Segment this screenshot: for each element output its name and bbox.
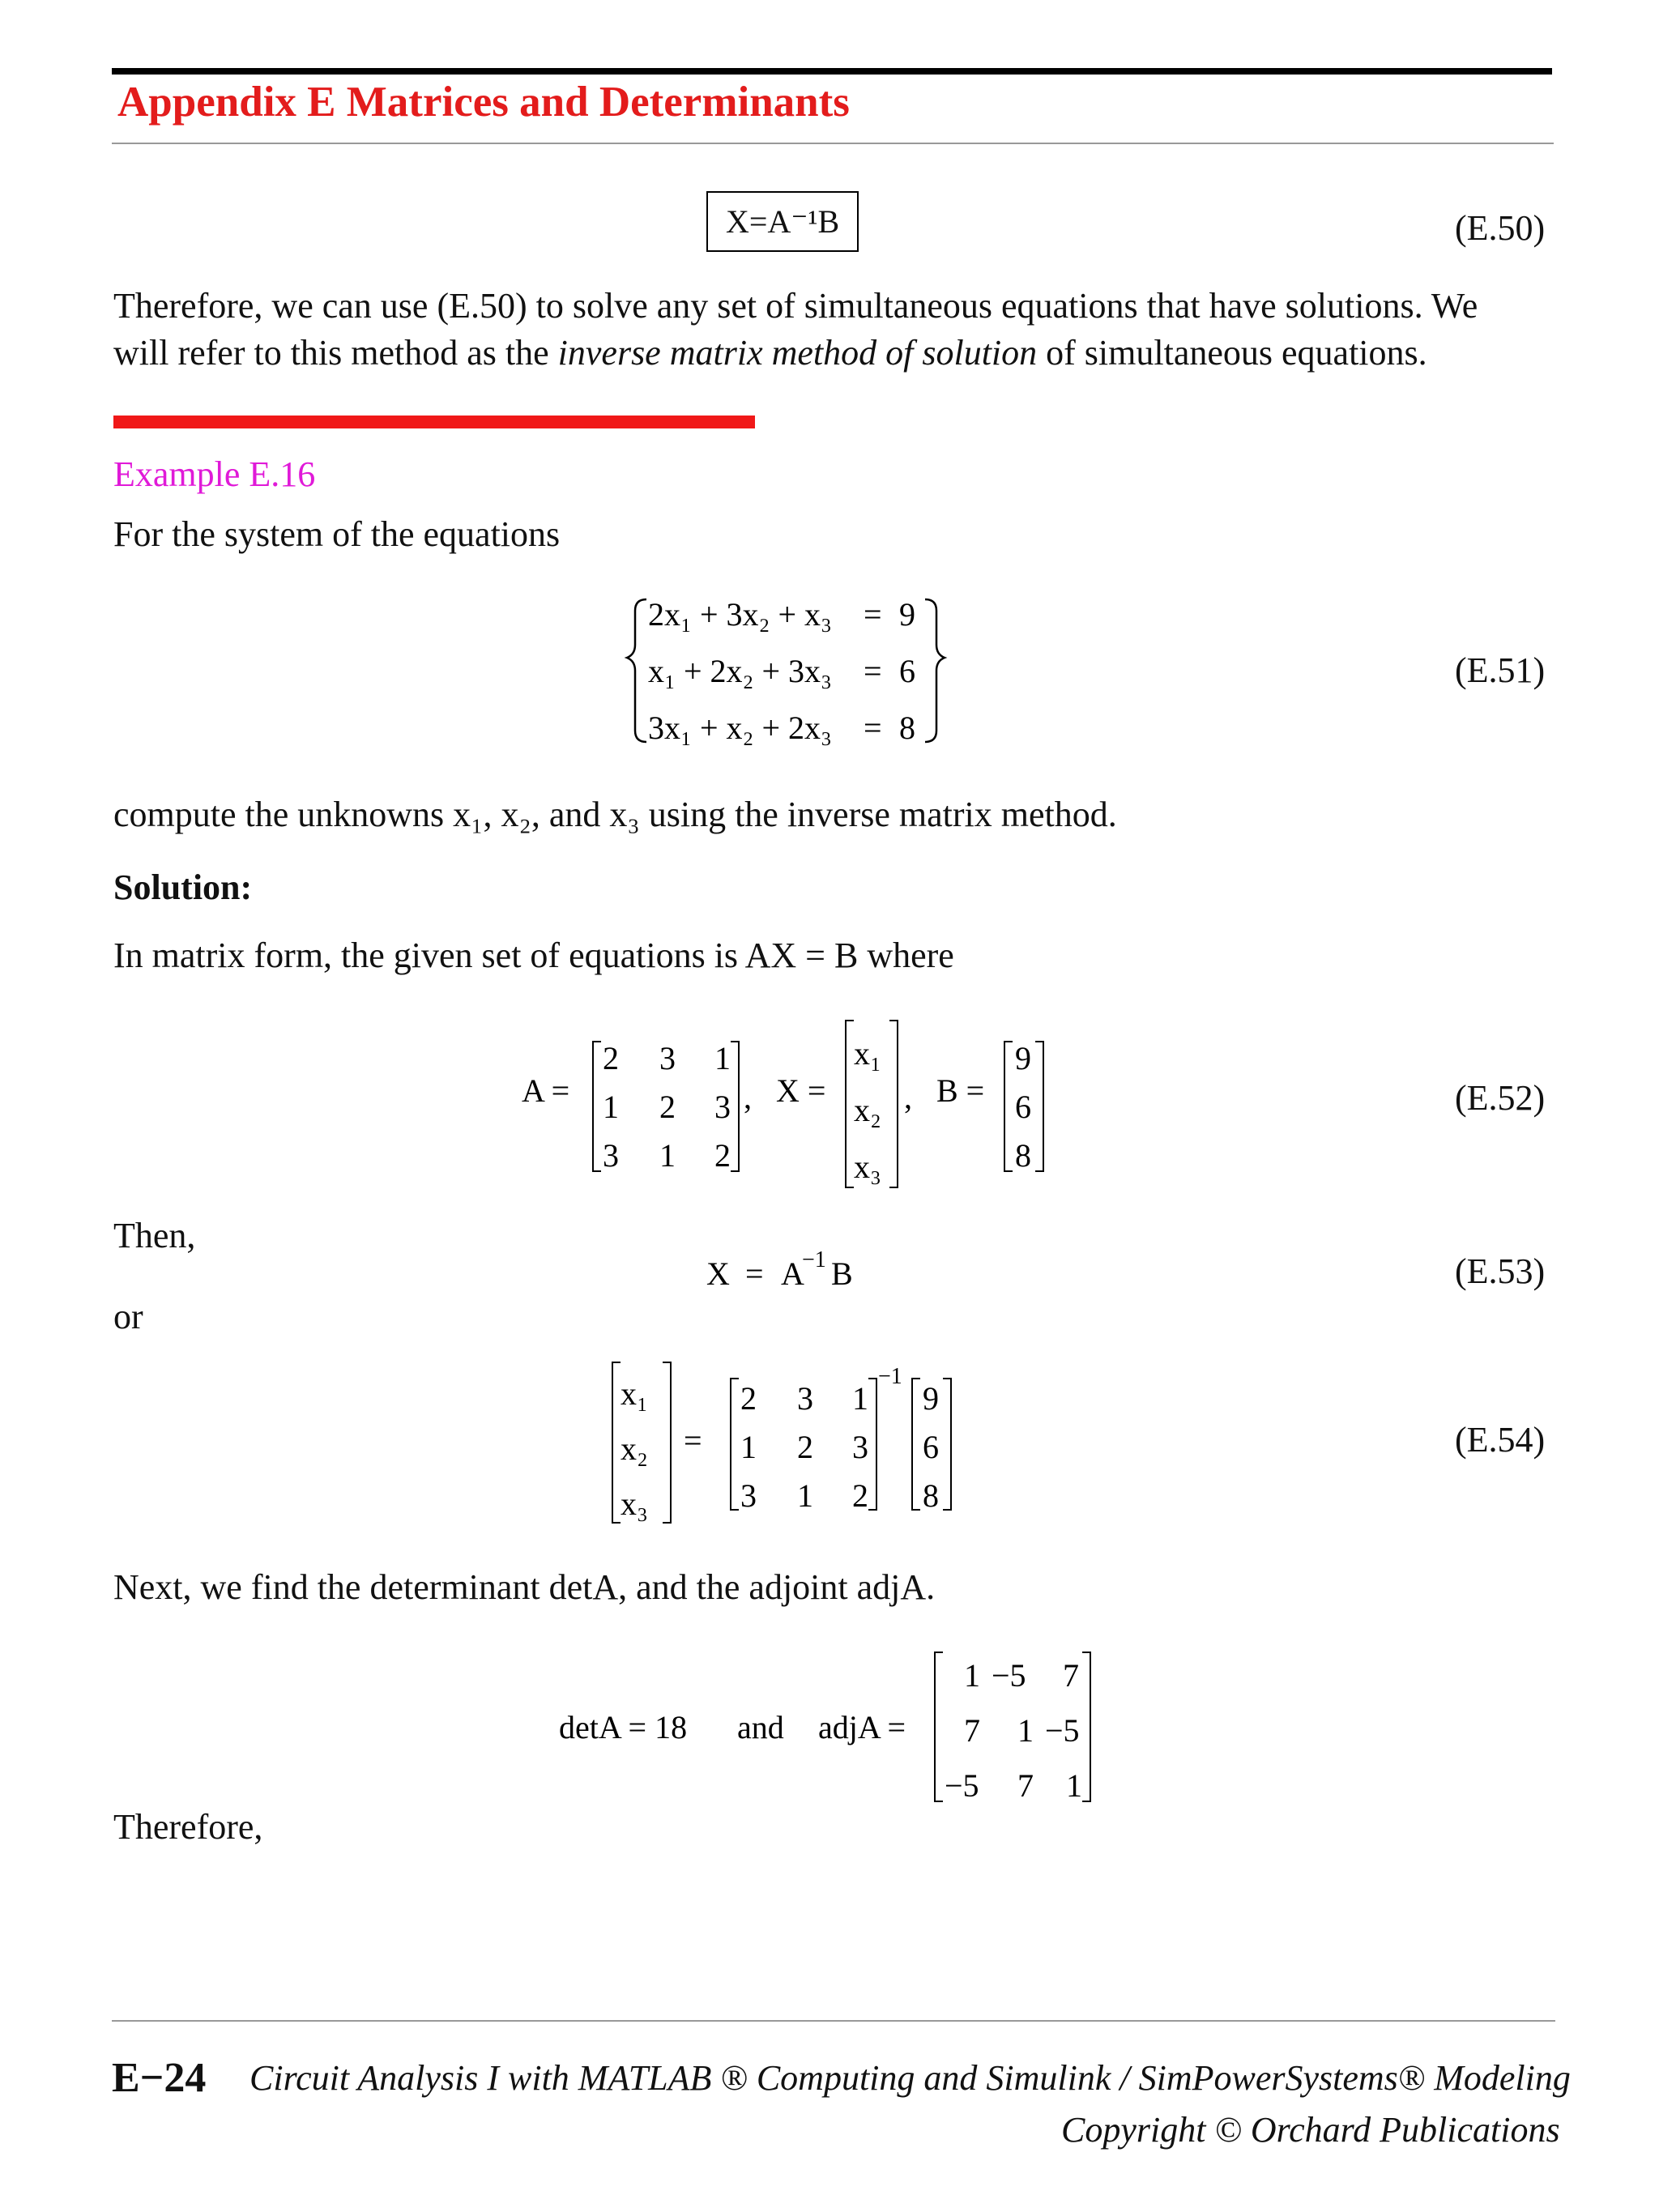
matrix-form-prefix: In matrix form, the given set of equations is xyxy=(113,936,745,975)
e54-a-left-bracket xyxy=(731,1379,739,1510)
e53-rhs: A xyxy=(781,1255,804,1292)
page-header-title: Appendix E Matrices and Determinants xyxy=(117,79,850,126)
left-brace xyxy=(627,599,646,742)
det-adj-equation xyxy=(559,1643,1094,1813)
matrix-form-eq: AX = B xyxy=(744,936,859,975)
header-divider xyxy=(112,143,1554,144)
matrix-a-cell: 3 xyxy=(714,1089,731,1125)
matrix-a-cell: 1 xyxy=(603,1089,619,1125)
adj-cell: 1 xyxy=(1017,1712,1034,1749)
system-row-2-eq: = xyxy=(864,653,882,689)
system-row-3-terms: 3x₁ + x₂ + 2x₃ xyxy=(648,710,832,746)
compute-prefix: compute the unknowns xyxy=(113,795,454,834)
matrix-a-cell: 2 xyxy=(714,1137,731,1174)
therefore-text: Therefore, xyxy=(113,1807,263,1847)
or-text: or xyxy=(113,1297,143,1336)
adj-cell: 1 xyxy=(1066,1767,1082,1804)
adj-left-bracket xyxy=(935,1652,943,1801)
e54-a-cell: 1 xyxy=(740,1429,757,1465)
equation-number-e53: (E.53) xyxy=(1455,1251,1546,1291)
paragraph-line-1: Therefore, we can use (E.50) to solve any set of simultaneous equations that have solutions. We xyxy=(113,286,1478,326)
vector-x-cell: x₃ xyxy=(854,1149,881,1185)
e54-sup: −1 xyxy=(878,1364,902,1389)
e54-b-right-bracket xyxy=(943,1379,951,1510)
e54-a-cell: 1 xyxy=(852,1380,868,1417)
compute-vars: x₁, x₂, and x₃ xyxy=(453,795,640,834)
adj-label: adjA = xyxy=(818,1709,906,1745)
matrix-form-line xyxy=(113,933,954,978)
adj-cell: −5 xyxy=(1045,1712,1080,1749)
matrix-form-suffix: where xyxy=(858,936,954,975)
label-A: A = xyxy=(522,1072,570,1109)
vector-b-cell: 8 xyxy=(1015,1137,1031,1174)
equation-e50-text: X=A⁻¹B xyxy=(726,203,840,240)
matrix-a-cell: 2 xyxy=(603,1040,619,1076)
para-prefix: will refer to this method as the xyxy=(113,333,558,373)
footer-divider xyxy=(112,2020,1555,2022)
e54-b-cell: 9 xyxy=(923,1380,939,1417)
system-row-1-rhs: 9 xyxy=(899,596,915,633)
matrix-a-cell: 1 xyxy=(659,1137,676,1174)
e54-a-cell: 2 xyxy=(797,1429,813,1465)
system-row-1-eq: = xyxy=(864,596,882,633)
e54-a-cell: 2 xyxy=(740,1380,757,1417)
adj-cell: 7 xyxy=(964,1712,980,1749)
e54-b-left-bracket xyxy=(912,1379,920,1510)
comma: , xyxy=(904,1079,912,1115)
next-adj: adjA xyxy=(856,1567,927,1607)
e54-a-cell: 3 xyxy=(797,1380,813,1417)
e54-a-cell: 3 xyxy=(852,1429,868,1465)
system-row-3-rhs: 8 xyxy=(899,710,915,746)
vector-x-right-bracket xyxy=(889,1021,898,1187)
adj-cell: 7 xyxy=(1063,1657,1079,1694)
example-intro: For the system of the equations xyxy=(113,514,561,554)
e54-a-cell: 2 xyxy=(852,1477,868,1514)
matrix-a-cell: 1 xyxy=(714,1040,731,1076)
and-word: and xyxy=(737,1709,784,1745)
footer-copyright: Copyright © Orchard Publications xyxy=(1061,2110,1560,2150)
e54-a-right-bracket xyxy=(868,1379,876,1510)
adj-right-bracket xyxy=(1082,1652,1090,1801)
equation-system-e51 xyxy=(624,586,948,757)
system-row-3-eq: = xyxy=(864,710,882,746)
system-row-1-terms: 2x₁ + 3x₂ + x₃ xyxy=(648,596,832,633)
matrix-a-cell: 3 xyxy=(603,1137,619,1174)
para-italic-term: inverse matrix method of solution xyxy=(557,333,1038,373)
matrix-a-left-bracket xyxy=(593,1042,601,1171)
adj-cell: 1 xyxy=(964,1657,980,1694)
matrix-a-cell: 3 xyxy=(659,1040,676,1076)
example-red-bar xyxy=(113,416,755,428)
e53-sup: −1 xyxy=(802,1247,826,1272)
equation-number-e50: (E.50) xyxy=(1455,208,1546,248)
page-number: E−24 xyxy=(112,2055,207,2101)
matrix-definitions-e52 xyxy=(510,1012,1061,1199)
matrix-a-right-bracket xyxy=(731,1042,739,1171)
equation-number-e52: (E.52) xyxy=(1455,1078,1546,1118)
next-suffix: . xyxy=(926,1567,936,1607)
e54-a-cell: 1 xyxy=(797,1477,813,1514)
e53-rhs2: B xyxy=(831,1255,853,1292)
vector-x-cell: x₂ xyxy=(854,1092,881,1128)
header-rule xyxy=(112,68,1552,75)
system-row-2-terms: x₁ + 2x₂ + 3x₃ xyxy=(648,653,832,689)
vector-b-right-bracket xyxy=(1035,1042,1043,1171)
matrix-a-cell: 2 xyxy=(659,1089,676,1125)
footer-book-title: Circuit Analysis I with MATLAB ® Computing and Simulink / SimPowerSystems® Modeling xyxy=(249,2058,1571,2098)
e53-lhs: X xyxy=(706,1255,730,1292)
adj-cell: −5 xyxy=(992,1657,1026,1694)
para-suffix: of simultaneous equations. xyxy=(1037,333,1427,373)
comma: , xyxy=(744,1079,752,1115)
e54-eq: = xyxy=(684,1422,702,1459)
boxed-equation-e50 xyxy=(706,191,859,252)
label-B: B = xyxy=(936,1072,985,1109)
next-det: detA xyxy=(548,1567,619,1607)
vector-b-left-bracket xyxy=(1004,1042,1013,1171)
e54-b-cell: 8 xyxy=(923,1477,939,1514)
next-mid: , and the adjoint xyxy=(618,1567,857,1607)
example-label: Example E.16 xyxy=(113,454,316,494)
then-text: Then, xyxy=(113,1216,196,1255)
system-row-2-rhs: 6 xyxy=(899,653,915,689)
e54-x-cell: x₂ xyxy=(621,1430,648,1467)
next-prefix: Next, we find the determinant xyxy=(113,1567,549,1607)
equation-e54 xyxy=(608,1354,964,1532)
e54-x-left-bracket xyxy=(612,1362,621,1523)
label-X: X = xyxy=(776,1072,826,1109)
right-brace xyxy=(925,599,945,742)
vector-x-cell: x₁ xyxy=(854,1035,881,1072)
equation-e53 xyxy=(697,1239,875,1296)
e54-b-cell: 6 xyxy=(923,1429,939,1465)
vector-b-cell: 6 xyxy=(1015,1089,1031,1125)
adj-cell: −5 xyxy=(945,1767,979,1804)
e54-x-cell: x₃ xyxy=(621,1485,648,1522)
vector-x-left-bracket xyxy=(846,1021,854,1187)
compute-suffix: using the inverse matrix method. xyxy=(639,795,1117,834)
equation-number-e54: (E.54) xyxy=(1455,1420,1546,1460)
vector-b-cell: 9 xyxy=(1015,1040,1031,1076)
e54-x-cell: x₁ xyxy=(621,1375,648,1412)
next-line xyxy=(113,1565,935,1610)
solution-label: Solution: xyxy=(113,867,253,907)
paragraph-line-2 xyxy=(113,330,1427,376)
compute-line xyxy=(113,792,1117,837)
equation-number-e51: (E.51) xyxy=(1455,650,1546,690)
e54-a-cell: 3 xyxy=(740,1477,757,1514)
adj-cell: 7 xyxy=(1017,1767,1034,1804)
e53-eq: = xyxy=(745,1255,764,1292)
det-value: detA = 18 xyxy=(559,1709,688,1745)
e54-x-right-bracket xyxy=(663,1362,671,1523)
